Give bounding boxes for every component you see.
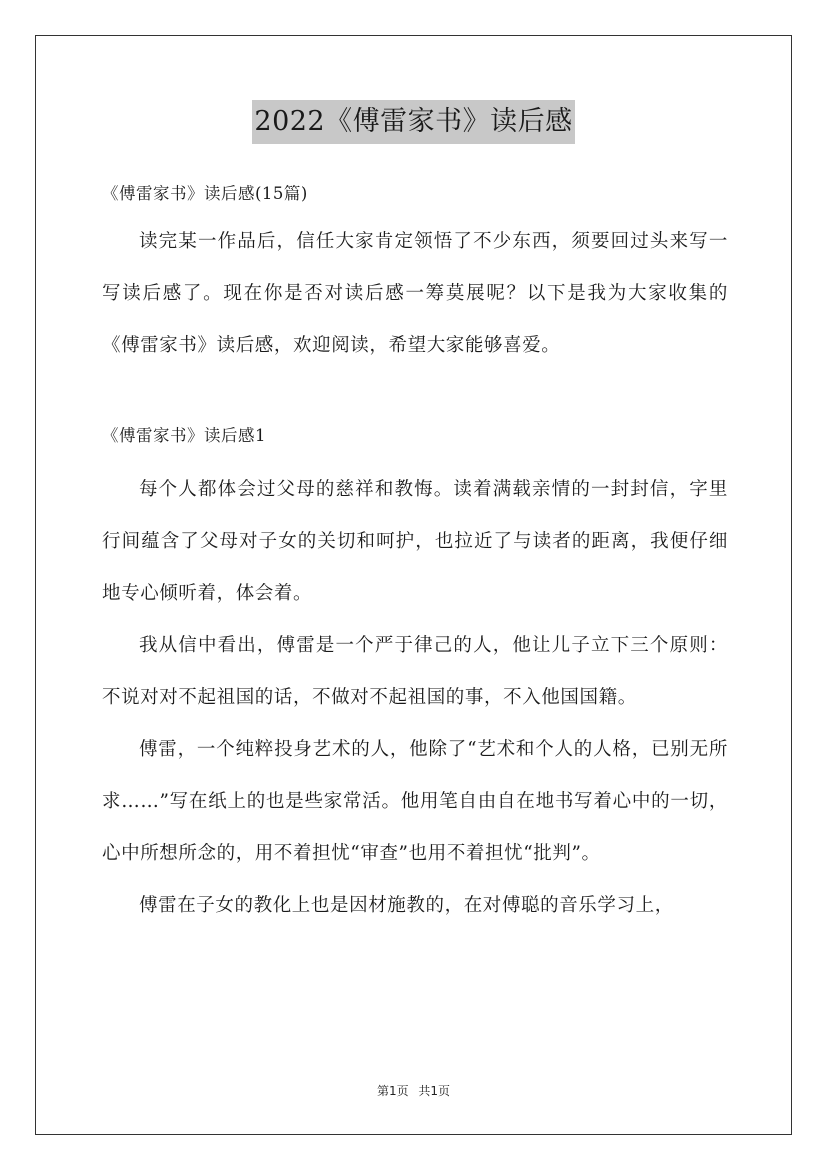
document-title: 2022《傅雷家书》读后感 xyxy=(252,100,574,144)
spacer xyxy=(102,372,728,414)
body-paragraph: 傅雷在子女的教化上也是因材施教的，在对傅聪的音乐学习上， xyxy=(139,895,674,916)
page-footer xyxy=(0,1082,827,1099)
body-paragraph: 每个人都体会过父母的慈祥和教悔。读着满载亲情的一封封信，字里行间蕴含了父母对子女的关切和呵护，也拉近了与读者的距离，我便仔细地专心倾听着，体会着。 xyxy=(102,479,728,604)
body-paragraph: 我从信中看出，傅雷是一个严于律己的人，他让儿子立下三个原则：不说对对不起祖国的话，不做对不起祖国的事，不入他国国籍。 xyxy=(102,635,728,708)
page-total: 共1页 xyxy=(418,1084,451,1098)
section-heading: 《傅雷家书》读后感1 xyxy=(102,426,266,445)
page-number: 第1页 xyxy=(376,1084,409,1098)
intro-paragraph: 读完某一作品后，信任大家肯定领悟了不少东西，须要回过头来写一写读后感了。现在你是否对读后感一筹莫展呢？以下是我为大家收集的《傅雷家书》读后感，欢迎阅读，希望大家能够喜爱。 xyxy=(102,231,728,356)
document-body xyxy=(102,172,728,932)
body-paragraph: 傅雷，一个纯粹投身艺术的人，他除了“艺术和个人的人格，已别无所求……”写在纸上的也是些家常活。他用笔自由自在地书写着心中的一切，心中所想所念的，用不着担忧“审查”也用不着担忧“批判”。 xyxy=(102,739,728,864)
title-container xyxy=(0,100,827,144)
document-subtitle: 《傅雷家书》读后感(15篇) xyxy=(102,184,308,203)
